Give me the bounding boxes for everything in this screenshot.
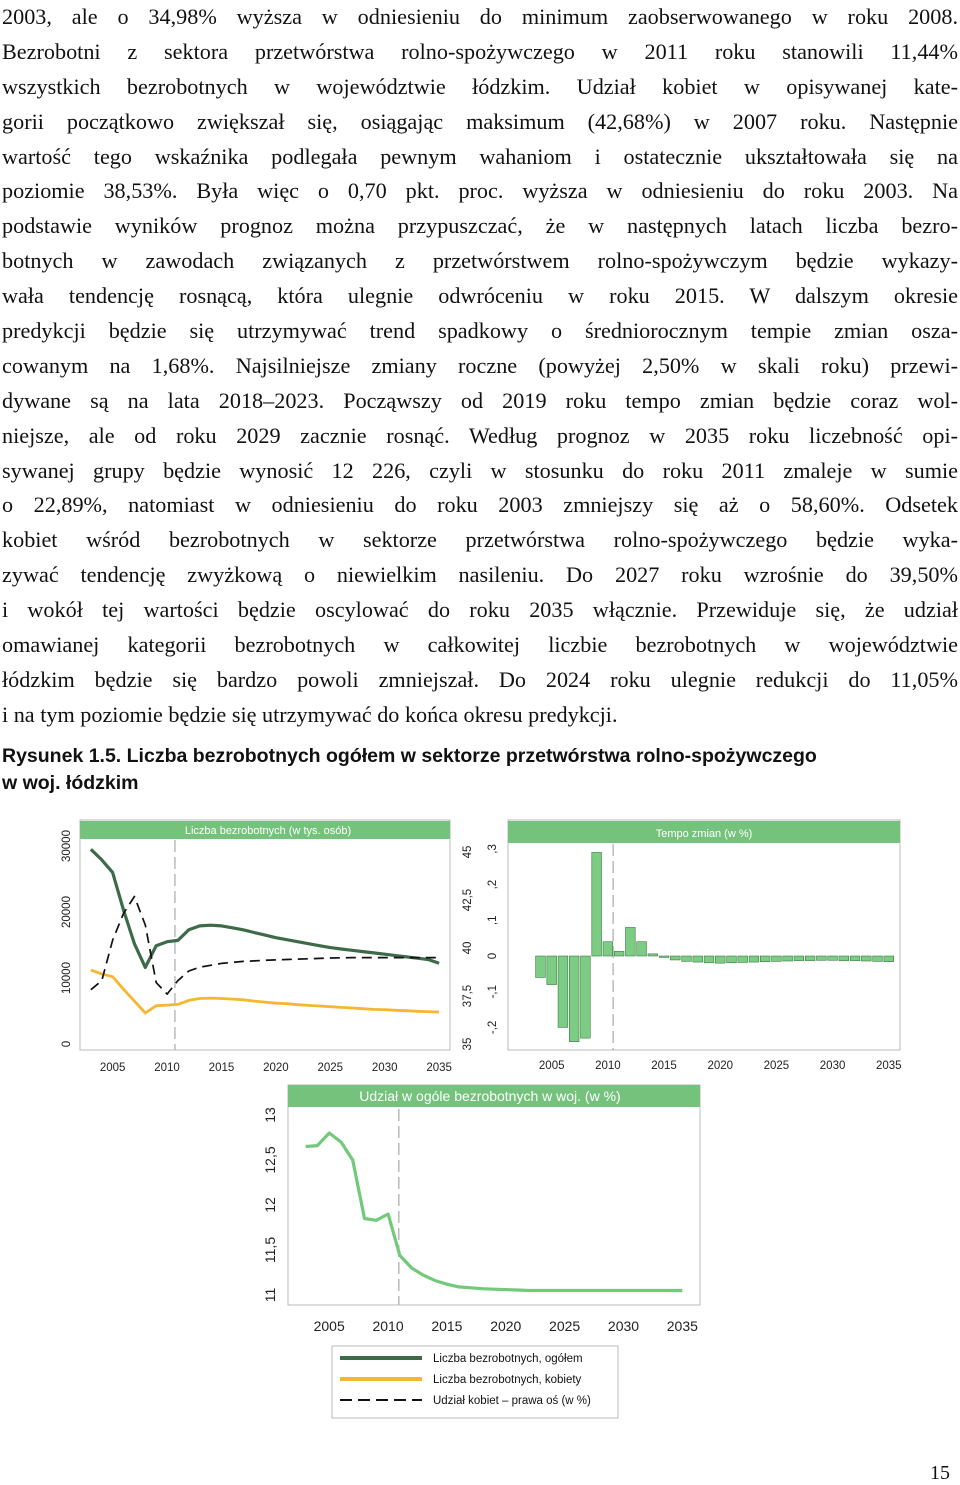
- chart-rate-bar: [738, 956, 748, 962]
- legend-label: Liczba bezrobotnych, kobiety: [433, 1374, 582, 1386]
- chart-rate-bar: [648, 954, 658, 956]
- chart-rate-bar: [839, 956, 849, 961]
- paragraph-line: i wokół tej wartości będzie oscylować do roku 2035 włącznie. Przewiduje się, że udział: [2, 597, 958, 623]
- paragraph-line: cowanym na 1,68%. Najsilniejsze zmiany roczne (powyżej 2,50% w skali roku) przewi-: [2, 352, 958, 378]
- chart-rate-x-tick: 2025: [763, 1060, 790, 1072]
- paragraph-line: zywać tendencję zwyżkową o niewielkim nasileniu. Do 2027 roku wzrośnie do 39,50%: [2, 562, 958, 588]
- chart-counts-x-tick: 2035: [426, 1062, 452, 1074]
- chart-rate-bar: [772, 956, 782, 961]
- chart-counts-left-tick: 30000: [61, 830, 73, 862]
- chart-rate-y-tick: ,1: [487, 915, 499, 926]
- chart-share-y-tick: 11: [262, 1287, 278, 1303]
- chart-rate-bar: [884, 956, 894, 962]
- chart-rate-x-tick: 2035: [875, 1060, 902, 1072]
- chart-rate-bar: [682, 956, 692, 961]
- paragraph-line: predykcji będzie się utrzymywać trend spadkowy o średniorocznym tempie zmian osza-: [2, 318, 958, 344]
- chart-rate-x-tick: 2005: [538, 1060, 565, 1072]
- chart-share-title: Udział w ogóle bezrobotnych w woj. (w %): [359, 1088, 621, 1104]
- paragraph-line: niejsze, ale od roku 2029 zacznie rosnąć. Według prognoz w 2035 roku liczebność opi-: [2, 422, 958, 448]
- legend-label: Udział kobiet – prawa oś (w %): [433, 1395, 591, 1407]
- paragraph-line: 2003, ale o 34,98% wyższa w odniesieniu do minimum zaobserwowanego w roku 2008.: [2, 4, 958, 29]
- chart-rate-bar: [715, 956, 725, 963]
- chart-counts-right-tick: 35: [462, 1037, 474, 1051]
- paragraph-line: o 22,89%, natomiast w odniesieniu do roku 2003 zmniejszy się aż o 58,60%. Odsetek: [2, 492, 958, 518]
- chart-rate-bar: [614, 951, 624, 956]
- chart-rate-y-tick: -,1: [487, 984, 499, 999]
- paragraph-line: botnych w zawodach związanych z przetwórstwem rolno-spożywczym będzie wykazy-: [2, 248, 958, 274]
- paragraph-line: sywanej grupy będzie wynosić 12 226, czyli w stosunku do roku 2011 zmaleje w sumie: [2, 457, 958, 483]
- paragraph-line: wartość tego wskaźnika podlegała pewnym wahaniom i ostatecznie ukształtowała się na: [2, 143, 958, 169]
- chart-share-frame: [288, 1085, 700, 1305]
- chart-rate-bar: [547, 956, 557, 985]
- chart-rate-bar: [749, 956, 759, 962]
- chart-rate-y-tick: ,3: [487, 844, 499, 854]
- chart-share-y-tick: 12: [262, 1197, 278, 1213]
- chart-counts-x-tick: 2010: [154, 1062, 180, 1074]
- legend-label: Liczba bezrobotnych, ogółem: [433, 1353, 583, 1365]
- chart-share-x-tick: 2005: [313, 1318, 345, 1334]
- chart-rate-bar: [592, 852, 602, 956]
- paragraph-line: wała tendencję rosnącą, która ulegnie odwróceniu w roku 2015. W dalszym okresie: [2, 283, 958, 309]
- paragraph-line: łódzkim będzie się bardzo powoli zmniejszał. Do 2024 roku ulegnie redukcji do 11,05%: [2, 666, 958, 692]
- chart-rate-bar: [558, 956, 568, 1027]
- chart-counts-x-tick: 2015: [208, 1062, 235, 1074]
- paragraph-line: gorii początkowo zwiększał się, osiągając maksimum (42,68%) w 2007 roku. Następnie: [2, 108, 958, 134]
- chart-counts-x-tick: 2030: [371, 1062, 398, 1074]
- chart-share-x-tick: 2025: [549, 1318, 581, 1334]
- chart-rate-bar: [704, 956, 714, 963]
- chart-rate-bar: [536, 956, 546, 977]
- chart-rate-bar: [625, 927, 635, 956]
- chart-counts-left-tick: 10000: [61, 962, 73, 994]
- paragraph-line: Bezrobotni z sektora przetwórstwa rolno-spożywczego w 2011 roku stanowili 11,44%: [2, 38, 958, 64]
- paragraph-line: omawianej kategorii bezrobotnych w całkowitej liczbie bezrobotnych w województwie: [2, 632, 958, 658]
- chart-rate-bar: [569, 956, 579, 1042]
- paragraph-line: i na tym poziomie będzie się utrzymywać do końca okresu predykcji.: [2, 701, 618, 727]
- chart-rate-x-tick: 2015: [651, 1060, 677, 1072]
- chart-rate-bar: [670, 956, 680, 960]
- chart-rate-bar: [794, 956, 804, 961]
- chart-counts-right-tick: 37,5: [462, 984, 474, 1008]
- chart-counts-x-tick: 2005: [99, 1062, 126, 1074]
- chart-counts-x-tick: 2020: [263, 1062, 289, 1074]
- chart-rate-bar: [693, 956, 703, 962]
- chart-share-y-tick: 13: [262, 1107, 278, 1123]
- paragraph-line: dywane są na lata 2018–2023. Począwszy od 2019 roku tempo zmian będzie coraz wol-: [2, 387, 958, 413]
- paragraph-line: wszystkich bezrobotnych w województwie łódzkim. Udział kobiet w opisywanej kate-: [2, 73, 958, 99]
- chart-share-x-tick: 2010: [372, 1318, 404, 1334]
- chart-rate-bar: [581, 956, 591, 1038]
- paragraph-line: kobiet wśród bezrobotnych w sektorze przetwórstwa rolno-spożywczego będzie wyka-: [2, 527, 958, 553]
- chart-counts-right-tick: 42,5: [462, 888, 474, 912]
- chart-share-x-tick: 2035: [666, 1318, 698, 1334]
- chart-rate-bar: [816, 956, 826, 960]
- chart-rate-bar: [603, 942, 613, 956]
- chart-rate-bar: [828, 956, 838, 960]
- chart-share-y-tick: 12,5: [262, 1146, 278, 1174]
- chart-rate-y-tick: -,2: [487, 1020, 499, 1035]
- chart-rate-title: Tempo zmian (w %): [655, 828, 753, 840]
- chart-rate-x-tick: 2030: [819, 1060, 846, 1072]
- chart-share-x-tick: 2030: [607, 1318, 640, 1334]
- chart-counts-left-tick: 20000: [61, 896, 73, 928]
- chart-rate-bar: [659, 956, 669, 957]
- page-number: 15: [930, 1462, 950, 1484]
- chart-rate-bar: [783, 956, 793, 961]
- chart-counts-left-tick: 0: [61, 1040, 73, 1048]
- chart-rate-x-tick: 2020: [707, 1060, 734, 1072]
- chart-counts-right-tick: 45: [462, 845, 474, 859]
- chart-share-x-tick: 2015: [431, 1318, 463, 1334]
- chart-rate-bar: [760, 956, 770, 962]
- chart-rate-bar: [727, 956, 737, 963]
- chart-share-x-tick: 2020: [490, 1318, 522, 1334]
- chart-rate-bar: [805, 956, 815, 961]
- chart-rate-x-tick: 2010: [595, 1060, 621, 1072]
- chart-rate-y-tick: ,2: [487, 879, 499, 890]
- chart-rate-y-tick: 0: [487, 952, 499, 960]
- paragraph-line: podstawie wyników prognoz można przypuszczać, że w następnych latach liczba bezro-: [2, 213, 958, 239]
- chart-rate-bar: [861, 956, 871, 961]
- chart-counts-right-tick: 40: [462, 941, 474, 955]
- chart-rate-bar: [873, 956, 883, 961]
- chart-counts-x-tick: 2025: [317, 1062, 344, 1074]
- caption-line-2: w woj. łódzkim: [2, 772, 139, 794]
- caption-line-1: Rysunek 1.5. Liczba bezrobotnych ogółem w sektorze przetwórstwa rolno-spożywczego: [2, 745, 817, 767]
- chart-counts-title: Liczba bezrobotnych (w tys. osób): [184, 825, 352, 837]
- paragraph-line: poziomie 38,53%. Była więc o 0,70 pkt. proc. wyższa w odniesieniu do roku 2003. Na: [2, 178, 958, 204]
- chart-share-y-tick: 11,5: [262, 1236, 278, 1264]
- chart-rate-bar: [850, 956, 860, 961]
- chart-rate-bar: [637, 942, 647, 956]
